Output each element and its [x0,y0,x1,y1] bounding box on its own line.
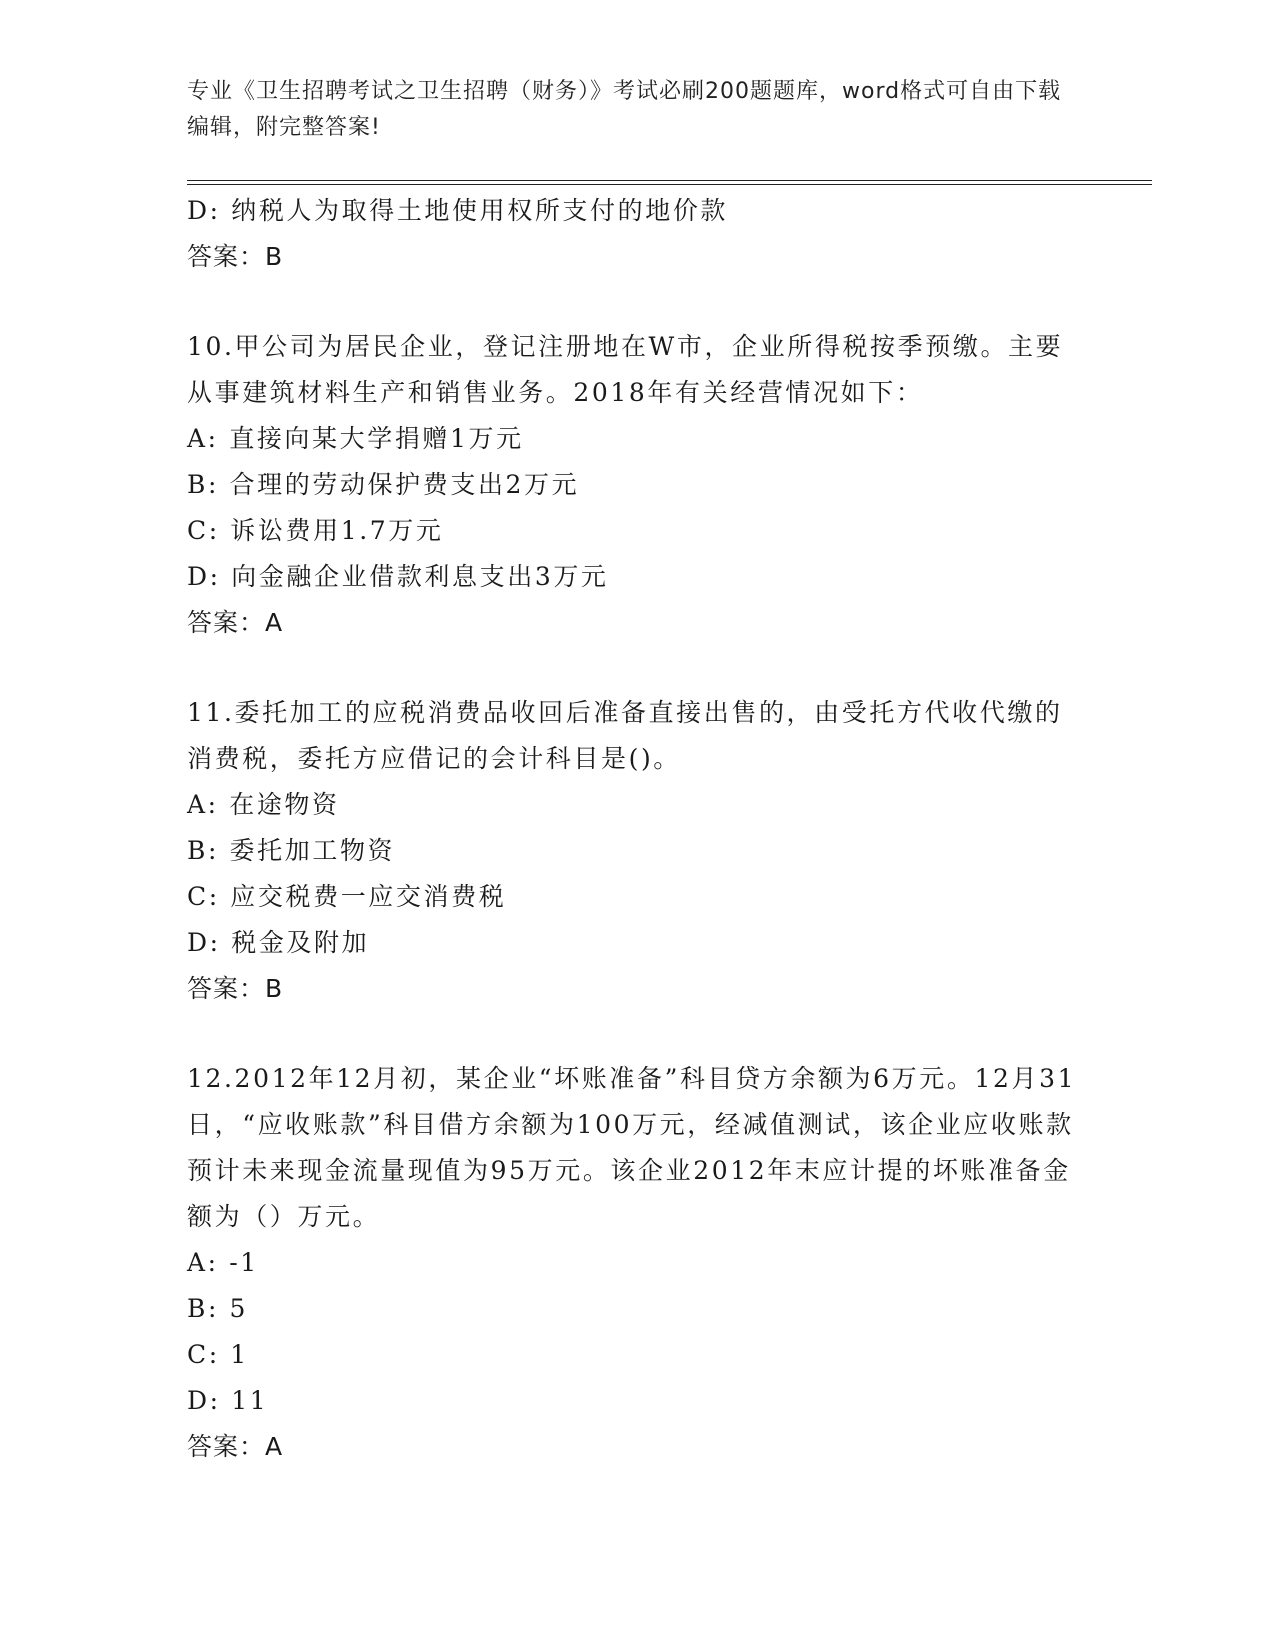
option-a: A: 直接向某大学捐赠1万元 [187,424,524,453]
header-divider-bottom [187,184,1152,185]
question-12 [187,1056,1087,1470]
question-text: 12.2012年12月初，某企业“坏账准备”科目贷方余额为6万元。12月31日，“应收账款”科目借方余额为100万元，经减值测试，该企业应收账款预计未来现金流量现值为95万元。该企业2012年末应计提的坏账准备金额为（）万元。 [187,1064,1077,1231]
option-c: C: 1 [187,1340,249,1369]
option-a: A: -1 [187,1248,259,1277]
option-d: D: 向金融企业借款利息支出3万元 [187,562,609,591]
answer-line: 答案：B [187,242,284,271]
option-d: D: 纳税人为取得土地使用权所支付的地价款 [187,196,729,225]
option-c: C: 诉讼费用1.7万元 [187,516,444,545]
option-d: D: 11 [187,1386,269,1415]
option-d: D: 税金及附加 [187,928,370,957]
answer-line: 答案：A [187,608,284,637]
option-b: B: 委托加工物资 [187,836,396,865]
question-text: 10.甲公司为居民企业，登记注册地在W市，企业所得税按季预缴。主要从事建筑材料生产和销售业务。2018年有关经营情况如下： [187,332,1064,407]
answer-line: 答案：A [187,1432,284,1461]
option-b: B: 5 [187,1294,249,1323]
answer-line: 答案：B [187,974,284,1003]
question-10 [187,324,1087,646]
option-c: C: 应交税费一应交消费税 [187,882,507,911]
option-a: A: 在途物资 [187,790,340,819]
question-text: 11.委托加工的应税消费品收回后准备直接出售的，由受托方代收代缴的消费税，委托方应借记的会计科目是()。 [187,698,1063,773]
document-body [187,188,1087,1470]
document-header: 专业《卫生招聘考试之卫生招聘（财务）》考试必刷200题题库，word格式可自由下载编辑，附完整答案! [187,79,1062,140]
question-11 [187,690,1087,1012]
option-b: B: 合理的劳动保护费支出2万元 [187,470,580,499]
header-divider-top [187,180,1152,181]
